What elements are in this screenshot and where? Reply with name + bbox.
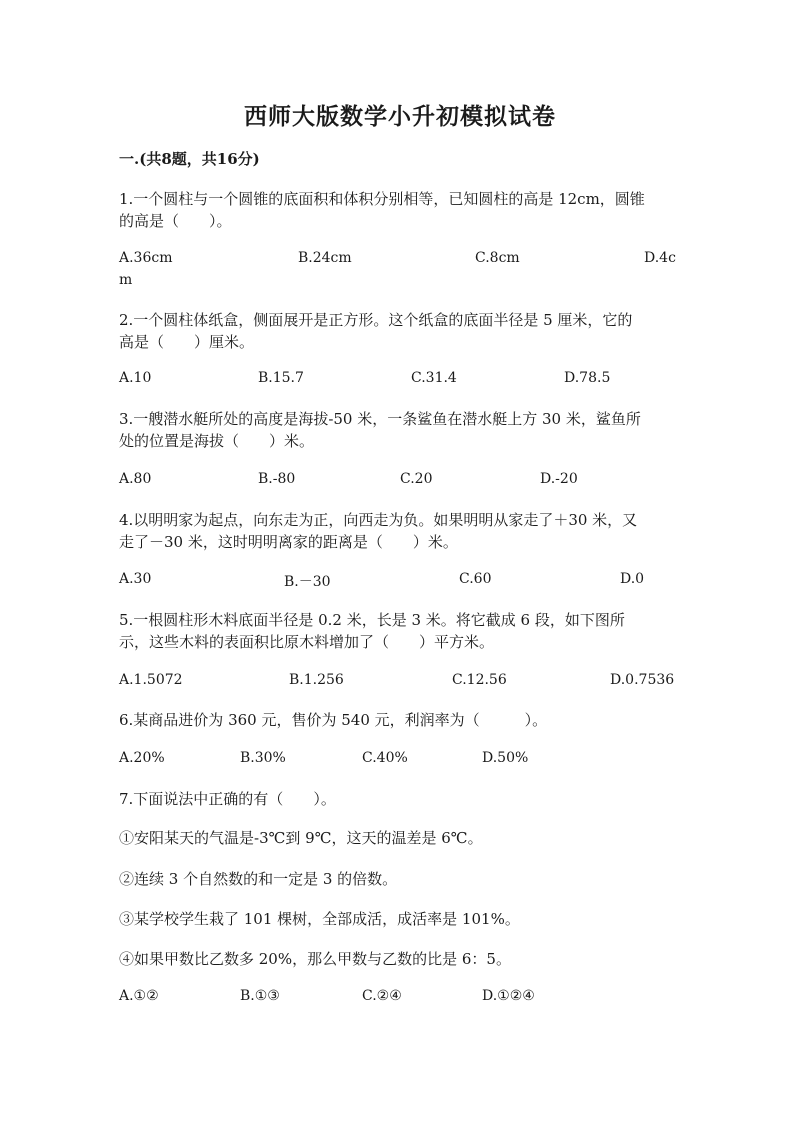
question-2-option-a[interactable]: A.10: [119, 370, 152, 386]
question-7-option-a[interactable]: A.①②: [119, 988, 159, 1004]
question-7-statement-2: ②连续 3 个自然数的和一定是 3 的倍数。: [119, 870, 398, 888]
question-6-option-d[interactable]: D.50%: [482, 750, 529, 766]
question-1: [119, 188, 645, 232]
question-2-option-c[interactable]: C.31.4: [411, 370, 457, 386]
question-4-option-d[interactable]: D.0: [620, 571, 645, 587]
question-2-option-b[interactable]: B.15.7: [258, 370, 304, 386]
question-3: [119, 408, 641, 452]
question-7-option-d[interactable]: D.①②④: [482, 988, 535, 1004]
question-3-option-d[interactable]: D.-20: [540, 471, 578, 487]
question-6-option-b[interactable]: B.30%: [240, 750, 286, 766]
question-6-option-a[interactable]: A.20%: [119, 750, 165, 766]
question-5-option-c[interactable]: C.12.56: [452, 672, 507, 688]
question-4-option-a[interactable]: A.30: [119, 571, 152, 587]
question-5-line-1: 5.一根圆柱形木料底面半径是 0.2 米，长是 3 米。将它截成 6 段，如下图所: [119, 611, 625, 629]
question-4-option-b[interactable]: B.－30: [284, 574, 331, 590]
question-2: [119, 309, 632, 353]
question-7-option-b[interactable]: B.①③: [240, 988, 280, 1004]
question-7-line-1: 7.下面说法中正确的有（ ）。: [119, 790, 336, 808]
question-1-line-1: 1.一个圆柱与一个圆锥的底面积和体积分别相等，已知圆柱的高是 12cm，圆锥: [119, 190, 645, 208]
question-6: [119, 709, 547, 731]
question-5-option-d[interactable]: D.0.7536: [610, 672, 675, 688]
question-7-statement-1: ①安阳某天的气温是-3℃到 9℃，这天的温差是 6℃。: [119, 829, 483, 847]
question-1-option-a[interactable]: A.36cm: [119, 250, 173, 266]
question-1-option-b[interactable]: B.24cm: [298, 250, 352, 266]
question-1-option-d-wrap: m: [119, 272, 133, 288]
question-7-statement-4: ④如果甲数比乙数多 20%，那么甲数与乙数的比是 6：5。: [119, 950, 511, 968]
question-3-line-2: 处的位置是海拔（ ）米。: [119, 432, 315, 450]
question-5: [119, 609, 625, 653]
question-7: [119, 788, 336, 810]
question-4-option-c[interactable]: C.60: [459, 571, 492, 587]
question-2-line-2: 高是（ ）厘米。: [119, 333, 255, 351]
question-6-option-c[interactable]: C.40%: [362, 750, 408, 766]
question-4-line-2: 走了－30 米，这时明明离家的距离是（ ）米。: [119, 533, 458, 551]
question-4-line-1: 4.以明明家为起点，向东走为正，向西走为负。如果明明从家走了＋30 米，又: [119, 511, 638, 529]
question-5-option-a[interactable]: A.1.5072: [119, 672, 183, 688]
question-3-line-1: 3.一艘潜水艇所处的高度是海拔-50 米，一条鲨鱼在潜水艇上方 30 米，鲨鱼所: [119, 410, 641, 428]
question-1-option-c[interactable]: C.8cm: [475, 250, 520, 266]
section-heading: 一.(共8题，共16分): [119, 150, 260, 168]
question-2-option-d[interactable]: D.78.5: [564, 370, 611, 386]
question-5-option-b[interactable]: B.1.256: [289, 672, 344, 688]
page-title: 西师大版数学小升初模拟试卷: [244, 103, 556, 130]
question-7-statement-3: ③某学校学生栽了 101 棵树，全部成活，成活率是 101%。: [119, 910, 520, 928]
question-2-line-1: 2.一个圆柱体纸盒，侧面展开是正方形。这个纸盒的底面半径是 5 厘米，它的: [119, 311, 633, 329]
question-5-line-2: 示，这些木料的表面积比原木料增加了（ ）平方米。: [119, 633, 495, 651]
question-3-option-b[interactable]: B.-80: [258, 471, 296, 487]
question-6-line-1: 6.某商品进价为 360 元，售价为 540 元，利润率为（ ）。: [119, 711, 548, 729]
question-1-option-d[interactable]: D.4c: [644, 250, 676, 266]
question-1-line-2: 的高是（ ）。: [119, 212, 232, 230]
question-3-option-a[interactable]: A.80: [119, 471, 152, 487]
question-7-option-c[interactable]: C.②④: [362, 988, 402, 1004]
question-4: [119, 509, 637, 553]
question-3-option-c[interactable]: C.20: [400, 471, 433, 487]
